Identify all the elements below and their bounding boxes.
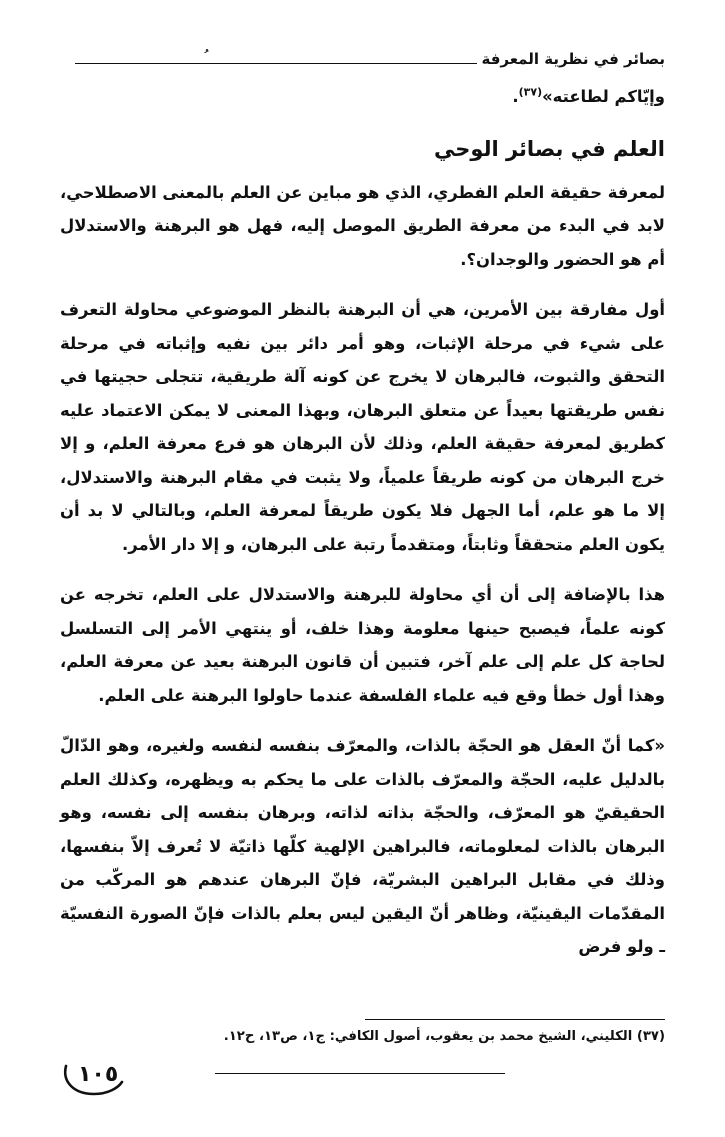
- page-number: ١٠٥: [78, 1062, 119, 1087]
- footnote-reference[interactable]: (٣٧): [518, 85, 543, 99]
- running-title: بصائر في نظرية المعرفة: [481, 50, 665, 68]
- header-rule: [75, 63, 477, 64]
- section-heading: العلم في بصائر الوحي: [434, 136, 665, 161]
- footer-rule: [215, 1073, 505, 1074]
- paragraph-3: هذا بالإضافة إلى أن أي محاولة للبرهنة والاستدلال على العلم، تخرجه عن كونه علماً، فيصبح حينها معلومة وهذا خلف، أو ينتهي الأمر إلى التسلسل لحاجة كل علم إلى علم آخر، فتبين أن قانون البرهنة بعيد عن معرفة العلم، وهذا أول خطأ وقع فيه علماء الفلسفة عندما حاولوا البرهنة على العلم.: [60, 585, 665, 705]
- paragraph-2: أول مفارقة بين الأمرين، هي أن البرهنة بالنظر الموضوعي محاولة التعرف على شيء في مرحلة الإثبات، وهو أمر دائر بين نفيه وإثباته في مرحلة التحقق والثبوت، فالبرهان لا يخرج عن كونه آلة طريقية، تتجلى حجيتها في نفس طريقتها بعيداً عن متعلق البرهان، وبهذا المعنى لا يمكن الاعتماد عليه كطريق لمعرفة حقيقة العلم، وذلك لأن البرهان هو فرع معرفة العلم، و إلا خرج البرهان من كونه طريقاً علمياً، ولا يثبت في مقام البرهنة والاستدلال، إلا ما هو علم، أما الجهل فلا يكون طريقاً لمعرفة العلم، وبالتالي لا بد أن يكون العلم متحققاً وثابتاً، ومتقدماً رتبة على البرهان، و إلا دار الأمر.: [60, 300, 665, 554]
- paragraph-4: «كما أنّ العقل هو الحجّة بالذات، والمعرّف بنفسه لنفسه ولغيره، وهو الدّالّ بالدليل عليه، الحجّة والمعرّف بالذات على ما يحكم به ويظهره، وكذلك العلم الحقيقيّ هو المعرّف، والحجّة بذاته لذاته، وبرهان بنفسه إلى نفسه، وهو البرهان بالذات لمعلوماته، فالبراهين الإلهية كلّها ذاتيّة لا تُعرف إلاّ بنفسها، وذلك في مقابل البراهين البشريّة، فإنّ البرهان عندهم هو المركّب من المقدّمات اليقينيّة، وظاهر أنّ اليقين ليس بعلم بالذات فإنّ الصورة النفسيّة ـ ولو فرض: [60, 736, 665, 956]
- running-header: [75, 40, 665, 68]
- opening-line-end: .: [512, 87, 519, 106]
- page-footer: [60, 1060, 500, 1100]
- footnote-separator: [365, 1019, 665, 1020]
- body-text: [60, 80, 665, 981]
- opening-line-text: وإيّاكم لطاعته»: [542, 87, 665, 106]
- opening-line: [60, 80, 665, 114]
- paragraph-1: لمعرفة حقيقة العلم الفطري، الذي هو مباين عن العلم بالمعنى الاصطلاحي، لابد في البدء من معرفة الطريق الموصل إليه، فهل هو البرهنة والاستدلال أم هو الحضور والوجدان؟.: [60, 182, 665, 269]
- footnote: (٣٧) الكليني، الشيخ محمد بن يعقوب، أصول الكافي: ج١، ص١٣، ح١٢.: [223, 1029, 665, 1044]
